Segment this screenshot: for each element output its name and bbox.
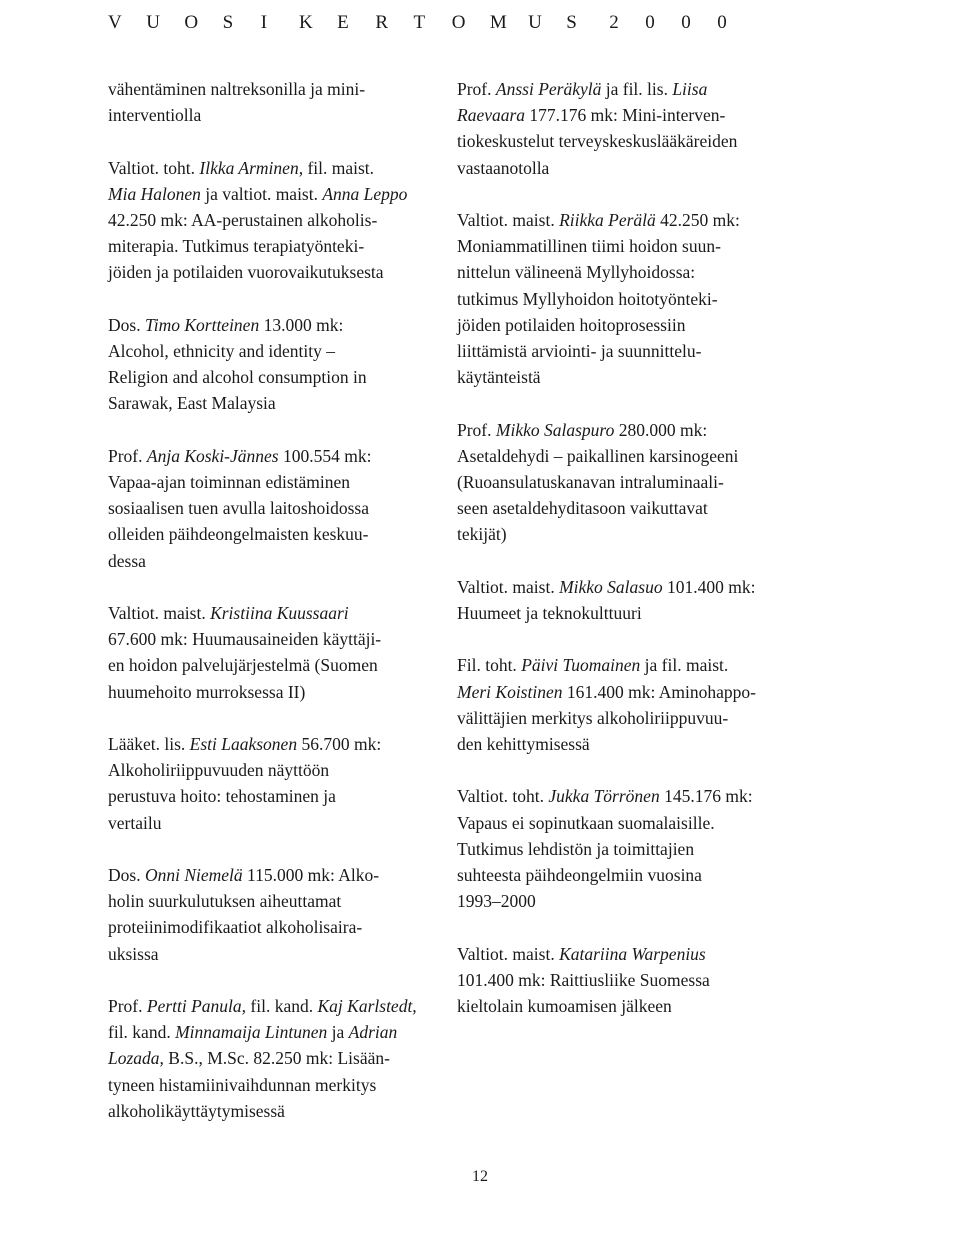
text-line xyxy=(457,417,779,443)
text-line xyxy=(457,705,779,731)
text-run: Valtiot. maist. xyxy=(457,943,560,964)
text-run: Valtiot. maist. xyxy=(457,210,560,230)
grant-entry xyxy=(457,417,779,548)
text-line xyxy=(108,443,430,469)
text-run: B.S., M.Sc. 82.250 mk: Lisään- xyxy=(163,1048,390,1069)
text-line xyxy=(457,259,779,285)
text-run: Prof. xyxy=(457,419,496,440)
text-line xyxy=(457,155,779,181)
text-run: 280.000 mk: xyxy=(614,419,708,440)
text-line xyxy=(457,836,779,862)
person-name: Anna Leppo xyxy=(322,183,408,204)
text-run: Valtiot. maist. xyxy=(457,576,560,597)
text-run: miterapia. Tutkimus terapiatyönteki- xyxy=(108,236,365,257)
text-run: Prof. xyxy=(108,996,147,1016)
header-year-digit: 0 xyxy=(645,12,655,33)
text-run: Moniammatillinen tiimi hoidon suun- xyxy=(457,236,721,257)
person-name: Kaj Karlstedt, xyxy=(317,996,417,1016)
grant-entry xyxy=(457,574,779,626)
text-run: Fil. toht. xyxy=(457,655,522,676)
person-name: Riikka Perälä xyxy=(559,210,656,230)
grant-entry-text xyxy=(457,941,779,1020)
text-line xyxy=(457,731,779,757)
text-line xyxy=(108,207,430,233)
header-year-digit: 0 xyxy=(681,12,691,33)
grant-entry-text xyxy=(457,652,779,757)
text-run: Sarawak, East Malaysia xyxy=(108,393,276,414)
grant-entry-text xyxy=(457,783,779,914)
text-run: jöiden potilaiden hoitoprosessiin xyxy=(457,314,686,335)
text-run: jöiden ja potilaiden vuorovaikutuksesta xyxy=(108,262,384,283)
text-line xyxy=(108,810,430,836)
text-line xyxy=(457,783,779,809)
text-line xyxy=(108,731,430,757)
text-run: vähentäminen naltreksonilla ja mini- xyxy=(108,79,366,99)
text-run: 56.700 mk: xyxy=(297,734,382,754)
text-line xyxy=(457,967,779,993)
text-line xyxy=(457,574,779,600)
header-letter: O xyxy=(184,12,199,33)
grant-entry-text xyxy=(457,76,779,181)
text-line xyxy=(108,757,430,783)
grant-entry xyxy=(108,312,430,417)
text-run: 42.250 mk: AA-perustainen alkoholis- xyxy=(108,210,378,230)
header-year xyxy=(609,12,753,34)
text-run: Tutkimus lehdistön ja toimittajien xyxy=(457,838,695,859)
text-run: käytänteistä xyxy=(457,367,541,388)
text-line xyxy=(108,862,430,888)
grant-entry-text xyxy=(457,574,779,626)
header-letter: V xyxy=(108,12,122,33)
text-line xyxy=(457,495,779,521)
text-run: 67.600 mk: Huumausaineiden käyttäji- xyxy=(108,629,382,650)
text-run: vertailu xyxy=(108,812,162,833)
text-line xyxy=(108,495,430,521)
grant-entry xyxy=(457,783,779,914)
person-name: Kristiina Kuussaari xyxy=(210,603,349,623)
grant-entry xyxy=(457,207,779,390)
grant-entry xyxy=(108,443,430,574)
text-line xyxy=(108,312,430,338)
text-run: interventiolla xyxy=(108,105,202,126)
text-line xyxy=(108,1098,430,1124)
text-run: huumehoito murroksessa II) xyxy=(108,681,306,702)
grant-entry xyxy=(108,862,430,967)
person-name: Mia Halonen xyxy=(108,183,201,204)
person-name: Pertti Panula, xyxy=(146,996,247,1016)
left-column xyxy=(108,76,430,1150)
text-run: ja xyxy=(327,1022,349,1043)
text-line xyxy=(457,810,779,836)
text-line xyxy=(457,521,779,547)
text-line xyxy=(457,679,779,705)
text-line xyxy=(108,941,430,967)
grant-entry-text xyxy=(108,993,430,1124)
text-line xyxy=(457,993,779,1019)
person-name: Minnamaija Lintunen xyxy=(175,1022,328,1043)
person-name: Timo Kortteinen xyxy=(144,314,260,335)
person-name: Mikko Salaspuro xyxy=(495,419,615,440)
person-name: Katariina Warpenius xyxy=(559,943,706,964)
text-line xyxy=(108,888,430,914)
text-line xyxy=(108,1045,430,1071)
header-letter: T xyxy=(413,12,426,33)
header-letter: E xyxy=(337,12,349,33)
text-line xyxy=(108,233,430,259)
text-run: uksissa xyxy=(108,943,159,964)
text-line xyxy=(457,600,779,626)
text-run: olleiden päihdeongelmaisten keskuu- xyxy=(108,524,369,545)
text-line xyxy=(457,102,779,128)
person-name: Jukka Törrönen xyxy=(548,786,660,807)
text-line xyxy=(108,76,430,102)
grant-entry-text xyxy=(108,312,430,417)
person-name: Mikko Salasuo xyxy=(559,576,663,597)
grant-entry xyxy=(108,600,430,705)
running-header xyxy=(108,12,788,34)
text-line xyxy=(457,207,779,233)
text-run: 101.400 mk: xyxy=(662,576,756,597)
text-run: Prof. xyxy=(108,445,147,466)
person-name: Anssi Peräkylä xyxy=(495,79,602,99)
text-run: sosiaalisen tuen avulla laitoshoidossa xyxy=(108,498,369,519)
text-line xyxy=(108,783,430,809)
grant-entry xyxy=(108,731,430,836)
text-run: suhteesta päihdeongelmiin vuosina xyxy=(457,865,702,886)
header-letter: S xyxy=(566,12,577,33)
text-line xyxy=(108,338,430,364)
person-name: Meri Koistinen xyxy=(457,681,563,702)
text-line xyxy=(457,286,779,312)
text-run: fil. maist. xyxy=(303,157,375,178)
text-line xyxy=(457,888,779,914)
text-line xyxy=(457,364,779,390)
grant-entry xyxy=(457,941,779,1020)
text-line xyxy=(108,181,430,207)
text-run: liittämistä arviointi- ja suunnittelu- xyxy=(457,341,702,362)
text-run: Valtiot. toht. xyxy=(108,157,200,178)
grant-entry-text xyxy=(108,443,430,574)
text-run: vastaanotolla xyxy=(457,157,550,178)
person-name: Päivi Tuomainen xyxy=(521,655,641,676)
text-line xyxy=(457,443,779,469)
header-letter: U xyxy=(146,12,160,33)
text-run: alkoholikäyttäytymisessä xyxy=(108,1100,285,1121)
text-run: dessa xyxy=(108,550,146,571)
text-line xyxy=(108,548,430,574)
text-run: Religion and alcohol consumption in xyxy=(108,367,367,388)
text-run: fil. kand. xyxy=(108,1022,176,1043)
text-line xyxy=(108,390,430,416)
text-run: Valtiot. maist. xyxy=(108,603,211,623)
grant-entry-text xyxy=(108,731,430,836)
text-run: holin suurkulutuksen aiheuttamat xyxy=(108,891,342,912)
person-name: Esti Laaksonen xyxy=(189,734,298,754)
text-line xyxy=(108,679,430,705)
grant-entry xyxy=(457,76,779,181)
person-name: Anja Koski-Jännes xyxy=(146,445,279,466)
text-run: tutkimus Myllyhoidon hoitotyönteki- xyxy=(457,288,718,309)
text-run: seen asetaldehyditasoon vaikuttavat xyxy=(457,498,708,519)
text-run: Vapaa-ajan toiminnan edistäminen xyxy=(108,472,351,492)
text-line xyxy=(108,1072,430,1098)
text-line xyxy=(108,652,430,678)
text-run: fil. kand. xyxy=(246,996,318,1016)
text-line xyxy=(457,862,779,888)
text-run: 1993–2000 xyxy=(457,891,536,912)
right-column xyxy=(457,76,779,1045)
grant-entry xyxy=(108,155,430,286)
text-run: en hoidon palvelujärjestelmä (Suomen xyxy=(108,655,378,676)
text-run: ja valtiot. maist. xyxy=(200,183,323,204)
header-letter: K xyxy=(298,12,313,33)
text-run: Alkoholiriippuvuuden näyttöön xyxy=(108,760,330,781)
text-run: Dos. xyxy=(108,314,145,335)
grant-entry-text xyxy=(108,862,430,967)
text-run: Alcohol, ethnicity and identity – xyxy=(108,341,335,361)
text-line xyxy=(457,652,779,678)
header-letter: U xyxy=(528,12,542,33)
grant-entry-text xyxy=(108,155,430,286)
text-run: Asetaldehydi – paikallinen karsinogeeni xyxy=(457,445,739,466)
grant-entry-text xyxy=(108,600,430,705)
text-run: 177.176 mk: Mini-interven- xyxy=(525,105,726,126)
person-name: Raevaara xyxy=(457,105,526,126)
grant-entry xyxy=(457,652,779,757)
text-run: ja fil. maist. xyxy=(640,655,729,676)
text-line xyxy=(457,941,779,967)
text-run: Vapaus ei sopinutkaan suomalaisille. xyxy=(457,812,715,833)
text-line xyxy=(108,993,430,1019)
text-line xyxy=(108,259,430,285)
page-number: 12 xyxy=(472,1168,488,1185)
text-line xyxy=(457,233,779,259)
text-run: Dos. xyxy=(108,865,145,885)
text-run: 145.176 mk: xyxy=(659,786,753,807)
text-run: Valtiot. toht. xyxy=(457,786,549,807)
text-run: proteiinimodifikaatiot alkoholisaira- xyxy=(108,917,363,938)
text-run: 115.000 mk: Alko- xyxy=(242,865,380,885)
header-letter: R xyxy=(375,12,388,33)
text-line xyxy=(457,469,779,495)
person-name: Onni Niemelä xyxy=(144,865,243,885)
header-year-digit: 2 xyxy=(609,12,619,33)
text-run: tiokeskustelut terveyskeskuslääkäreiden xyxy=(457,131,738,152)
header-title xyxy=(108,12,604,34)
text-line xyxy=(108,914,430,940)
grant-entry-text xyxy=(457,207,779,390)
text-run: ja fil. lis. xyxy=(601,79,673,99)
text-run: Lääket. lis. xyxy=(108,734,190,754)
text-line xyxy=(457,312,779,338)
text-line xyxy=(108,155,430,181)
text-run: välittäjien merkitys alkoholiriippuvuu- xyxy=(457,707,729,728)
text-line xyxy=(108,600,430,626)
text-run: 101.400 mk: Raittiusliike Suomessa xyxy=(457,969,710,990)
text-line xyxy=(457,76,779,102)
grant-entry xyxy=(108,993,430,1124)
text-run: 42.250 mk: xyxy=(655,210,740,230)
person-name: Adrian xyxy=(348,1022,398,1043)
person-name: Ilkka Arminen, xyxy=(199,157,304,178)
text-line xyxy=(108,626,430,652)
header-letter: M xyxy=(489,12,507,33)
text-run: kieltolain kumoamisen jälkeen xyxy=(457,996,672,1017)
header-letter: S xyxy=(222,12,234,33)
text-run: Huumeet ja teknokulttuuri xyxy=(457,603,642,624)
text-run: Prof. xyxy=(457,79,496,99)
person-name: Liisa xyxy=(672,79,708,99)
header-year-digit: 0 xyxy=(717,12,727,33)
text-run: tyneen histamiinivaihdunnan merkitys xyxy=(108,1074,377,1095)
text-run: perustuva hoito: tehostaminen ja xyxy=(108,786,336,807)
text-run: 161.400 mk: Aminohappo- xyxy=(562,681,756,702)
text-line xyxy=(457,128,779,154)
text-run: (Ruoansulatuskanavan intraluminaali- xyxy=(457,472,724,493)
header-letter: O xyxy=(451,12,466,33)
text-run: tekijät) xyxy=(457,524,507,545)
text-run: den kehittymisessä xyxy=(457,734,590,755)
text-line xyxy=(457,338,779,364)
text-line xyxy=(108,1019,430,1045)
person-name: Lozada, xyxy=(108,1048,164,1069)
header-letter: I xyxy=(260,12,268,33)
text-line xyxy=(108,469,430,495)
text-line xyxy=(108,102,430,128)
text-line xyxy=(108,521,430,547)
text-run: 100.554 mk: xyxy=(278,445,372,466)
text-run: 13.000 mk: xyxy=(259,314,344,335)
text-run: nittelun välineenä Myllyhoidossa: xyxy=(457,262,696,283)
grant-entry xyxy=(108,76,430,128)
grant-entry-text xyxy=(457,417,779,548)
text-line xyxy=(108,364,430,390)
grant-entry-text xyxy=(108,76,430,128)
